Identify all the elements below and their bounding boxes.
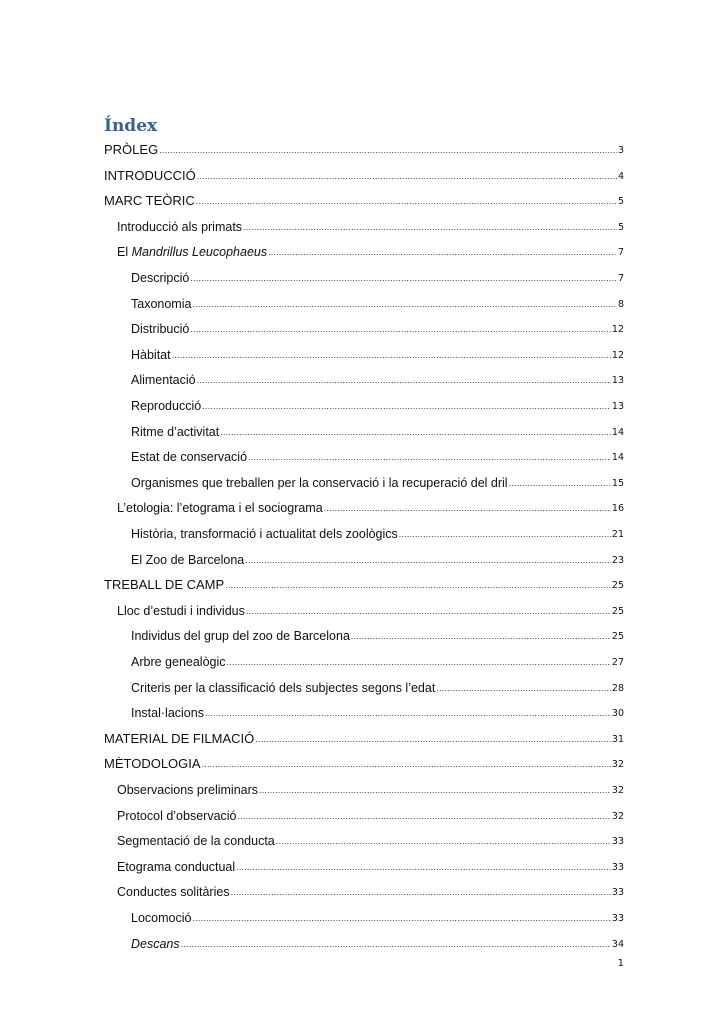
toc-entry[interactable]: [104, 574, 624, 592]
dot-leader: [399, 528, 611, 541]
toc-entry-title: [131, 527, 398, 541]
toc-entry-title: [131, 271, 189, 285]
toc-entry[interactable]: [131, 267, 624, 285]
toc-entry-page: 3: [617, 145, 624, 156]
toc-entry-text: MÈTODOLOGIA: [104, 756, 201, 772]
toc-entry-title: [117, 783, 258, 797]
toc-entry[interactable]: [131, 651, 624, 669]
toc-entry-text: Ritme d’activitat: [131, 424, 220, 439]
dot-leader: [197, 374, 611, 387]
toc-entry-page: 33: [611, 913, 624, 924]
toc-entry-text: Observacions preliminars: [117, 783, 259, 797]
dot-leader: [190, 323, 611, 336]
toc-entry-text: El Zoo de Barcelona: [131, 552, 245, 567]
toc-entry-title: [104, 168, 196, 183]
toc-entry-title: [131, 629, 350, 643]
dot-leader: [324, 502, 611, 515]
toc-entry[interactable]: [117, 805, 624, 823]
dot-leader: [159, 144, 617, 157]
toc-entry-text: Descripció: [131, 271, 190, 285]
toc-entry-page: 5: [617, 196, 624, 208]
toc-entry-title: [117, 604, 245, 618]
toc-entry[interactable]: [131, 446, 624, 464]
toc-entry-text: Organismes que treballen per la conservació i la recuperació del dril: [131, 475, 508, 490]
toc-entry-text: Història, transformació i actualitat dels zoològics: [131, 527, 398, 541]
toc-entry-text: MATERIAL DE FILMACIÓ: [104, 730, 255, 746]
toc-entry[interactable]: [131, 907, 624, 925]
toc-entry-page: 27: [611, 657, 624, 668]
toc-entry[interactable]: [117, 881, 624, 899]
toc-entry[interactable]: [131, 677, 624, 695]
toc-entry-title: [104, 193, 195, 208]
toc-entry-italic-text: Descans: [131, 936, 180, 951]
toc-entry-title: [131, 706, 204, 720]
toc-entry-page: 7: [617, 247, 624, 259]
toc-entry[interactable]: [117, 241, 624, 259]
toc-entry-title: [131, 373, 196, 387]
toc-entry[interactable]: [117, 216, 624, 234]
toc-entry-page: 28: [611, 682, 624, 694]
toc-entry[interactable]: [131, 344, 624, 362]
toc-entry-page: 13: [611, 375, 624, 387]
dot-leader: [227, 656, 611, 669]
toc-entry-page: 32: [611, 810, 624, 822]
toc-entry[interactable]: [117, 830, 624, 848]
toc-entry-text: El: [117, 245, 132, 260]
toc-entry-title: [131, 937, 180, 951]
toc-entry[interactable]: [131, 549, 624, 567]
toc-entry-text: Segmentació de la conducta: [117, 834, 275, 849]
dot-leader: [276, 835, 611, 848]
dot-leader: [248, 451, 611, 464]
toc-entry[interactable]: [117, 497, 624, 515]
toc-entry[interactable]: [131, 318, 624, 336]
toc-entry-page: 12: [611, 324, 624, 336]
toc-entry-title: [131, 476, 508, 490]
toc-entry-page: 33: [611, 836, 624, 848]
toc-entry[interactable]: [104, 190, 624, 208]
toc-entry[interactable]: [131, 523, 624, 541]
dot-leader: [236, 861, 611, 874]
toc-entry-title: [104, 731, 254, 746]
toc-entry[interactable]: [117, 856, 624, 874]
toc-entry-page: 30: [611, 708, 624, 720]
dot-leader: [202, 758, 611, 771]
dot-leader: [243, 221, 617, 234]
toc-entry-title: [131, 553, 244, 567]
toc-entry-text: Locomoció: [131, 911, 192, 925]
dot-leader: [231, 886, 611, 899]
toc-entry-page: 33: [611, 861, 624, 873]
toc-entry-page: 25: [611, 631, 624, 643]
dot-leader: [268, 246, 617, 259]
toc-entry-text: Protocol d’observació: [117, 808, 237, 823]
toc-entry-page: 7: [617, 273, 624, 284]
toc-entry-title: [117, 501, 323, 515]
toc-entry-title: [117, 885, 230, 899]
toc-entry-title: [117, 860, 235, 874]
toc-entry-text: Criteris per la classificació dels subjectes segons l’edat: [131, 680, 436, 695]
toc-entry[interactable]: [131, 702, 624, 720]
dot-leader: [172, 349, 611, 362]
dot-leader: [202, 400, 611, 413]
dot-leader: [197, 170, 617, 183]
toc-entry[interactable]: [131, 472, 624, 490]
toc-entry[interactable]: [104, 165, 624, 183]
toc-entry-page: 34: [611, 938, 624, 950]
toc-entry[interactable]: [131, 369, 624, 387]
toc-entry-text: Reproducció: [131, 399, 202, 413]
toc-entry-page: 14: [611, 452, 624, 464]
toc-entry-text: Instal·lacions: [131, 706, 204, 721]
dot-leader: [509, 477, 611, 490]
dot-leader: [245, 554, 611, 567]
toc-entry[interactable]: [131, 933, 624, 951]
dot-leader: [225, 579, 611, 592]
toc-entry[interactable]: [104, 753, 624, 771]
toc-entry-text: INTRODUCCIÓ: [104, 167, 196, 183]
toc-entry[interactable]: [117, 600, 624, 618]
toc-entry-title: [104, 577, 224, 592]
toc-entry-title: [104, 756, 201, 771]
toc-entry-page: 8: [617, 298, 624, 310]
toc-entry-title: [117, 834, 275, 848]
dot-leader: [259, 784, 611, 797]
dot-leader: [436, 682, 611, 695]
toc-entry[interactable]: [131, 625, 624, 643]
toc-entry-page: 14: [611, 426, 624, 438]
toc-entry-title: [131, 322, 189, 336]
toc-entry-text: Conductes solitàries: [117, 885, 230, 900]
toc-entry-text: Estat de conservació: [131, 450, 248, 465]
dot-leader: [192, 298, 617, 311]
toc-entry[interactable]: [104, 728, 624, 746]
dot-leader: [255, 733, 611, 746]
toc-entry-page: 5: [617, 221, 624, 233]
toc-entry[interactable]: [104, 139, 624, 157]
toc-entry-page: 21: [611, 529, 624, 540]
toc-entry-title: [131, 911, 191, 925]
toc-entry-italic-text: Mandrillus Leucophaeus: [131, 245, 268, 260]
toc-entry-title: [131, 399, 201, 413]
toc-entry-text: Individus del grup del zoo de Barcelona: [131, 629, 350, 644]
dot-leader: [238, 810, 611, 823]
toc-entry-text: PRÒLEG: [104, 142, 159, 157]
toc-entry-text: Introducció als primats: [117, 219, 243, 234]
toc-entry[interactable]: [131, 395, 624, 413]
toc-entry-title: [131, 655, 226, 669]
toc-entry[interactable]: [131, 421, 624, 439]
dot-leader: [351, 630, 611, 643]
toc-entry[interactable]: [117, 779, 624, 797]
toc-entry-page: 32: [611, 785, 624, 796]
dot-leader: [181, 938, 611, 951]
toc-entry-text: L’etologia: l’etograma i el sociograma: [117, 501, 323, 516]
toc-entry-page: 23: [611, 554, 624, 566]
toc-entry-text: Arbre genealògic: [131, 655, 226, 669]
toc-entry-text: Distribució: [131, 322, 190, 337]
toc-entry-text: Lloc d’estudi i individus: [117, 603, 245, 618]
page-number: 1: [617, 958, 624, 969]
toc-entry-title: [104, 142, 158, 157]
toc-entry-page: 33: [611, 887, 624, 899]
toc-entry-page: 15: [611, 477, 624, 489]
toc-entry-page: 25: [611, 580, 624, 592]
toc-entry-text: Etograma conductual: [117, 859, 236, 874]
toc-entry-text: Alimentació: [131, 373, 196, 388]
toc-entry-text: Taxonomia: [131, 296, 192, 311]
dot-leader: [192, 912, 610, 925]
toc-entry-title: [131, 681, 435, 695]
toc-entry-page: 25: [611, 605, 624, 617]
toc-entry-title: [131, 450, 247, 464]
index-title: Índex: [104, 116, 158, 136]
toc-entry-title: [131, 425, 219, 439]
toc-entry-title: [117, 220, 242, 234]
dot-leader: [246, 605, 611, 618]
dot-leader: [220, 426, 611, 439]
toc-entry-title: [117, 809, 237, 823]
dot-leader: [190, 272, 617, 285]
dot-leader: [196, 195, 617, 208]
toc-entry-page: 4: [617, 170, 624, 182]
toc-entry-text: TREBALL DE CAMP: [104, 577, 225, 593]
toc-entry-text: MARC TEÒRIC: [104, 193, 195, 209]
toc-entry-text: Hàbitat: [131, 347, 171, 362]
toc-entry-title: [131, 297, 191, 311]
toc-entry-page: 31: [611, 733, 624, 745]
toc-entry-page: 16: [611, 503, 624, 515]
dot-leader: [205, 707, 611, 720]
toc-entry[interactable]: [131, 293, 624, 311]
toc-entry-page: 12: [611, 349, 624, 361]
toc-entry-page: 32: [611, 759, 624, 771]
toc-entry-page: 13: [611, 401, 624, 412]
toc-entry-title: [131, 348, 171, 362]
toc-entry-title: [117, 245, 267, 259]
